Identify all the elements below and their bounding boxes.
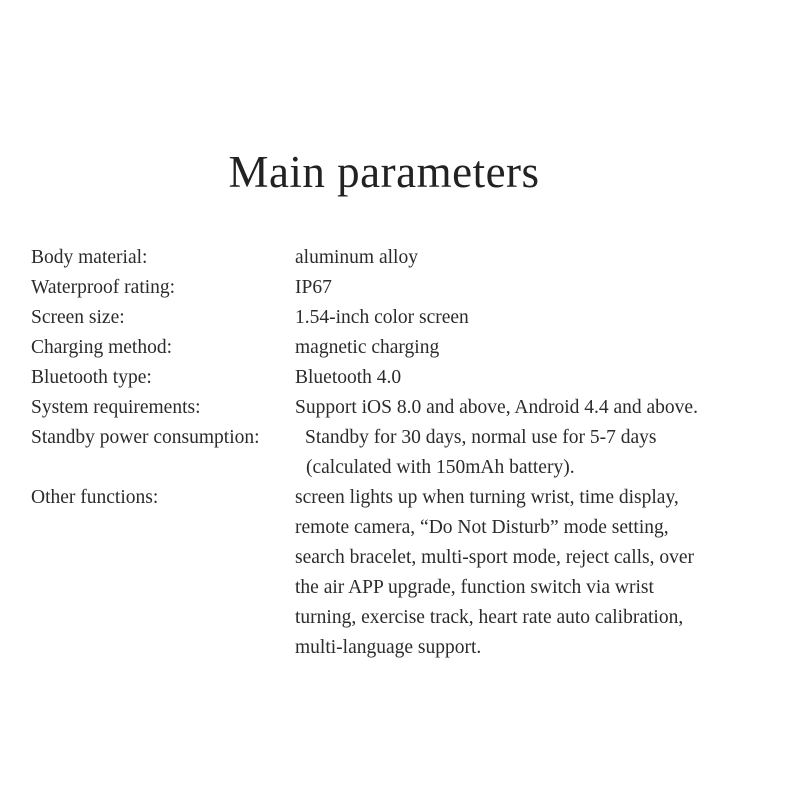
spec-row-screen-size (31, 303, 791, 333)
spec-label: Bluetooth type: (31, 367, 152, 388)
spec-label: System requirements: (31, 397, 201, 418)
spec-label: Body material: (31, 247, 148, 268)
spec-value: magnetic charging (295, 337, 440, 358)
spec-row-standby-power-consumption (31, 423, 791, 483)
spec-row-system-requirements (31, 393, 791, 423)
spec-label: Standby power consumption: (31, 427, 260, 448)
spec-list (31, 243, 791, 663)
spec-value: 1.54-inch color screen (295, 307, 469, 328)
spec-value: Support iOS 8.0 and above, Android 4.4 and above. (295, 397, 698, 418)
page-title: Main parameters (228, 147, 540, 197)
spec-row-charging-method (31, 333, 791, 363)
spec-label: Waterproof rating: (31, 277, 176, 298)
spec-value: screen lights up when turning wrist, time display, remote camera, “Do Not Disturb” mode setting, search bracelet, multi-sport mode, reject calls, over the air APP upgrade, function switch via wrist turning, exercise track, heart rate auto calibration, multi-language support. (295, 487, 695, 658)
spec-label: Other functions: (31, 487, 159, 508)
spec-value: Standby for 30 days, normal use for 5-7 days (calculated with 150mAh battery). (305, 427, 657, 478)
spec-label: Screen size: (31, 307, 125, 328)
spec-value: IP67 (295, 277, 332, 298)
spec-label: Charging method: (31, 337, 173, 358)
spec-row-other-functions (31, 483, 791, 663)
spec-row-bluetooth-type (31, 363, 791, 393)
spec-row-waterproof-rating (31, 273, 791, 303)
spec-row-body-material (31, 243, 791, 273)
spec-value: aluminum alloy (295, 247, 418, 268)
spec-value: Bluetooth 4.0 (295, 367, 402, 388)
